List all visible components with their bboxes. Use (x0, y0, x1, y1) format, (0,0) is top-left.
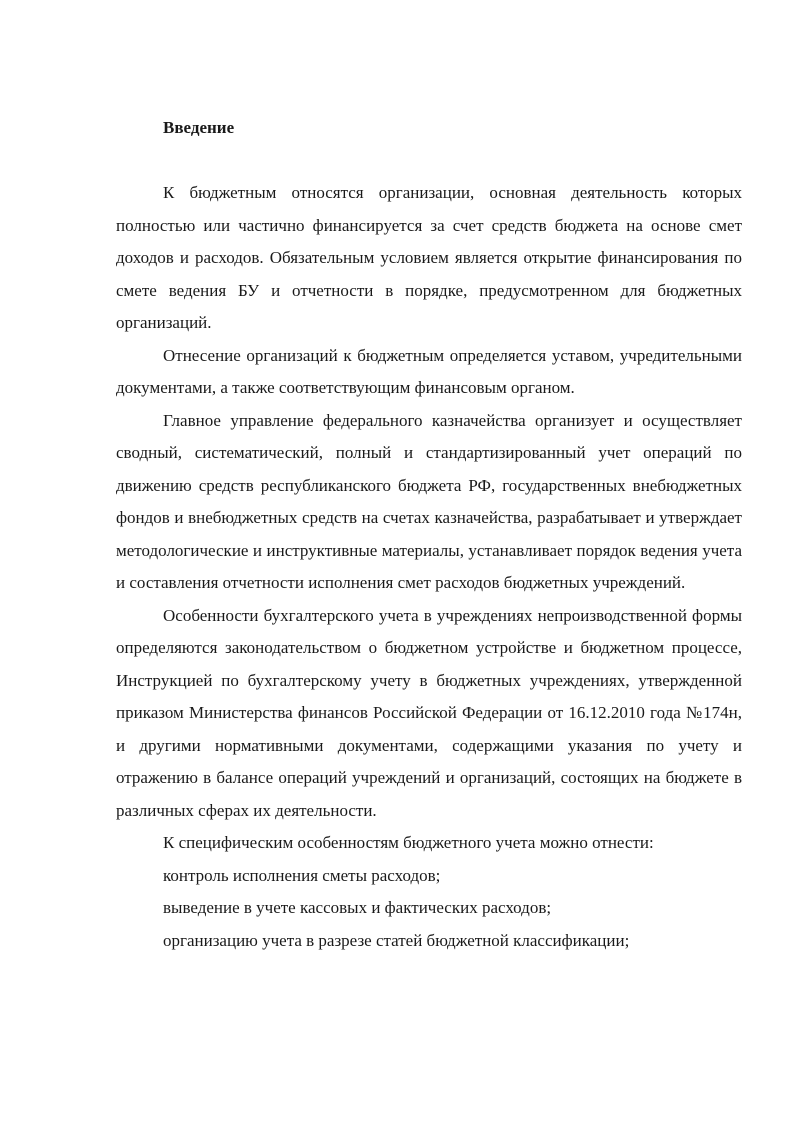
paragraph-4: Особенности бухгалтерского учета в учреждениях непроизводственной формы определяются законодательством о бюджетном устройстве и бюджетном процессе, Инструкцией по бухгалтерскому учету в бюджетных учреждениях, утвержденной приказом Министерства финансов Российской Федерации от 16.12.2010 года №174н, и другими нормативными документами, содержащими указания по учету и отражению в балансе операций учреждений и организаций, состоящих на бюджете в различных сферах их деятельности. (116, 605, 742, 820)
document-body (116, 112, 742, 957)
paragraph-2: Отнесение организаций к бюджетным определяется уставом, учредительными документами, а также соответствующим финансовым органом. (116, 345, 742, 397)
paragraph-1: К бюджетным относятся организации, основная деятельность которых полностью или частично финансируется за счет средств бюджета на основе смет доходов и расходов. Обязательным условием является открытие финансирования по смете ведения БУ и отчетности в порядке, предусмотренном для бюджетных организаций. (116, 183, 742, 332)
list-item: выведение в учете кассовых и фактических расходов; (163, 898, 552, 917)
paragraph-3: Главное управление федерального казначейства организует и осуществляет сводный, систематический, полный и стандартизированный учет операций по движению средств республиканского бюджета РФ, государственных внебюджетных фондов и внебюджетных средств на счетах казначейства, разрабатывает и утверждает методологические и инструктивные материалы, устанавливает порядок ведения учета и составления отчетности исполнения смет расходов бюджетных учреждений. (116, 410, 742, 592)
list-intro: К специфическим особенностям бюджетного учета можно отнести: (163, 833, 654, 852)
section-heading: Введение (163, 118, 235, 137)
list-item: организацию учета в разрезе статей бюджетной классификации; (163, 930, 630, 950)
list-item: контроль исполнения сметы расходов; (163, 865, 441, 885)
